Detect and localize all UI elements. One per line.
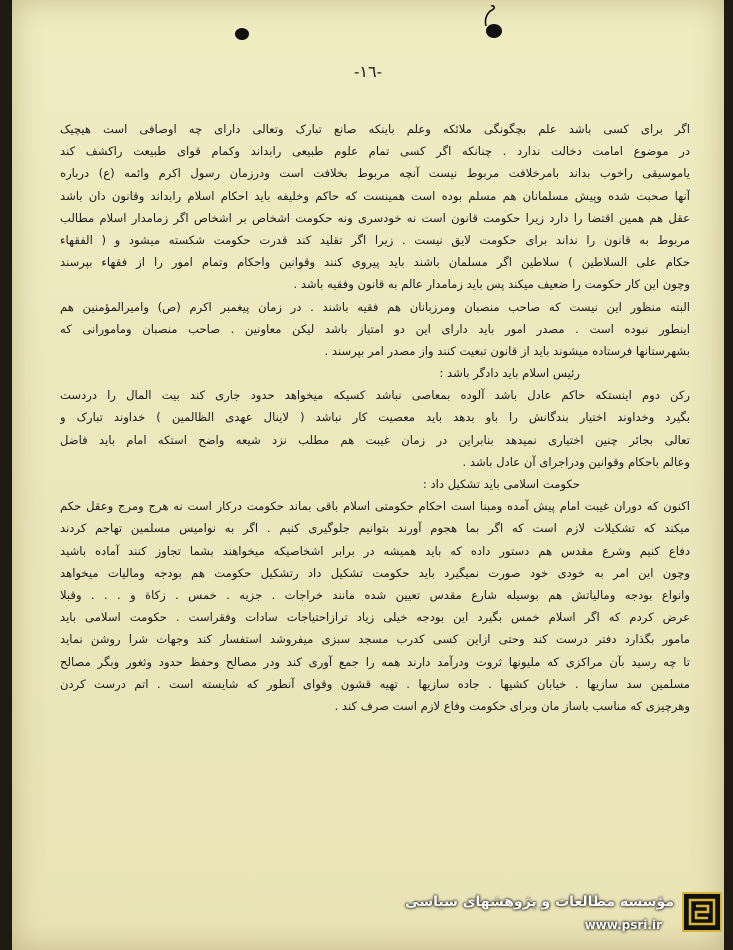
text-line: مسلمین سد سازیها . خیابان کشیها . جاده سازیها . تهیه قشون وقوای آنطور که شایسته است . اتم درست کردن bbox=[60, 676, 690, 691]
text-line: رکن دوم اینستکه حاکم عادل باشد آلوده بمعاصی نباشد کسیکه میخواهد حدود جاری کند بیت المال را دردست bbox=[60, 388, 690, 403]
text-line: اگر برای کسی باشد علم بچگونگی ملائکه وعلم باینکه صانع تبارک وتعالی دارای چه اوصافی است هیچیک bbox=[60, 122, 690, 136]
text-line: وچون این امر به خودی خود صورت نمیگیرد باید حکومت تشکیل داد رتشکیل حکومت هم بودجه ومالیات میخواهد bbox=[60, 565, 690, 580]
text-line: وعالم باحکام وقوانین ودراجرای آن عادل باشد . bbox=[462, 454, 690, 469]
text-line: حکام علی السلاطین ) سلاطین اگر مسلمان باشند باید پیروی کنند وقوانین واحکام وتمام امور را از فقهاء بپرسند bbox=[60, 255, 690, 270]
ink-blot-left bbox=[235, 28, 249, 40]
text-line: مامور بگذارد دفتر درست کند وحتی ازاین کسی کدرب مسجد سبزی میفروشد استفسار کند وجهات شرا روشن نماید bbox=[60, 632, 690, 647]
text-line: وچون این کار حکومت را ضعیف میکند پس باید زمامدار عالم به قانون وفقیه باشد . bbox=[293, 277, 690, 292]
watermark bbox=[404, 890, 722, 942]
document-body bbox=[60, 118, 690, 717]
text-line: مربوط به قانون را نداند برای حکومت لایق نیست . زیرا اگر تقلید کند قدرت حکومت شکسته میشود و ( الفقهاء bbox=[60, 232, 690, 247]
text-line: میکند که تشکیلات لازم است که اگر بما هجوم آورند بتوانیم جلوگیری کنیم . اگر به نوامیس مسلمین تهاجم کردند bbox=[60, 521, 690, 536]
text-line: عرض کردم که اگر اسلام خمس بگیرد این بودجه خیلی زیاد ترازاحتیاجات سادات وفقراست . حکومت اسلامی باید bbox=[60, 610, 690, 625]
institution-name: مؤسسه مطالعات و پژوهشهای سیاسی bbox=[405, 894, 674, 910]
text-line: تا چه رسید بآن مراکزی که ملیونها ثروت ودرآمد دارند همه را جمع آوری کند ودر مصالح وحفظ حدود وثغور وبگر مصالح bbox=[60, 654, 690, 669]
text-line: عقل هم همین اقتضا را دارد زیرا حکومت قانون است نه خودسری ونه حکومت اشخاص بر اشخاص اگر زمامدار اسلام مطالب bbox=[60, 210, 690, 225]
text-line: البته منظور این نیست که صاحب منصبان ومرزبانان هم فقیه باشند . در زمان پیغمبر اکرم (ص) وامیرالمؤمنین هم bbox=[60, 299, 690, 314]
text-line: اکنون که دوران غیبت امام پیش آمده ومبنا است احکام حکومتی اسلام باقی بماند حکومت درکار است نه هرج ومرج وعقل حکم bbox=[60, 499, 690, 514]
institution-url[interactable]: www.psri.ir bbox=[584, 918, 662, 932]
text-line: وانواع بودجه ومالیاتش هم بوسیله شارع مقدس تعیین شده مانند خراجات . جزیه . خمس . زکاة و . . . وقبلا bbox=[60, 587, 690, 602]
page-number: -١٦- bbox=[354, 62, 382, 81]
section-heading: حکومت اسلامی باید تشکیل داد : bbox=[422, 477, 580, 491]
ink-mark-icon bbox=[480, 4, 502, 28]
text-line: اینطور نبوده است . مصدر امور باید دارای این دو امتیاز باشد لیکن معاونین . صاحب منصبان ومامورانی که bbox=[60, 321, 690, 336]
text-line: یاموسیقی راخوب بداند بامرخلافت مربوط نیست آنچه مربوط بخلافت است ودرزمان رسول اکرم وائمه (ع) درباره bbox=[60, 166, 690, 181]
text-line: بگیرد وخداوند اختیار بندگانش را باو بدهد باید معصیت کار نباشد ( لاینال عهدی الظالمین ) خداوند تبارک و bbox=[60, 410, 690, 425]
text-line: آنها صحبت شده وپیش مسلمانان هم مسلم بوده است همینست که حاکم وخلیفه باید احکام اسلام رابداند وقانون دان باشد bbox=[60, 188, 690, 203]
document-page bbox=[12, 0, 724, 950]
text-line: تعالی بجائر چنین اختیاری نمیدهد بنابراین در زمان غیبت هم مطلب نزد شیعه واضح استکه امام باید فاضل bbox=[60, 432, 690, 447]
text-line: دفاع کنیم وشرع مقدس هم دستور داده که باید همیشه در برابر اشخاصیکه میخواهند بشما تجاوز کنند آماده باشید bbox=[60, 543, 690, 558]
section-heading: رئیس اسلام باید دادگر باشد : bbox=[439, 366, 580, 381]
text-line: وهرچیزی که مناسب باساز مان وبرای حکومت وفاع لازم است صرف کند . bbox=[334, 698, 690, 713]
psri-logo-icon bbox=[682, 892, 722, 932]
text-line: بشهرستانها فرستاده میشوند باید از قانون تبعیت کنند واز مصدر امر بپرسند . bbox=[324, 343, 690, 358]
text-line: در موضوع امامت دخالت ندارد . چنانکه اگر کسی تمام علوم طبیعی رابداند وکمام قوای طبیعت راکشف کند bbox=[60, 144, 690, 159]
